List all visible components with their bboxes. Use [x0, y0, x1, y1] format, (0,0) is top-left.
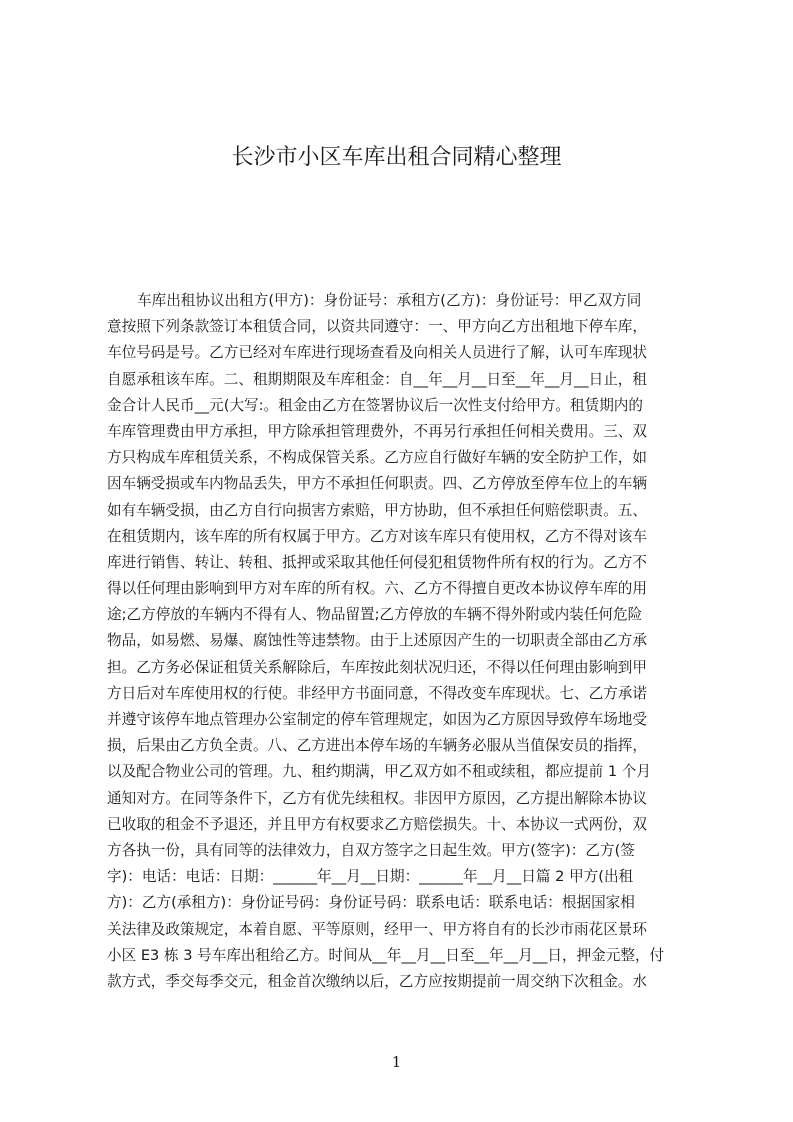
body-line: 以及配合物业公司的管理。九、租约期满，甲乙双方如不租或续租，都应提前 1 个月 [107, 763, 651, 781]
body-line: 途;乙方停放的车辆内不得有人、物品留置;乙方停放的车辆不得外附或内装任何危险 [107, 606, 643, 624]
document-body [107, 288, 699, 995]
body-line: 方只构成车库租赁关系，不构成保管关系。乙方应自行做好车辆的安全防护工作，如 [107, 449, 647, 467]
body-line: 关法律及政策规定，本着自愿、平等原则，经甲一、甲方将自有的长沙市雨花区景环 [107, 920, 647, 938]
page-number: 1 [391, 1053, 402, 1071]
body-line: 在租赁期内，该车库的所有权属于甲方。乙方对该车库只有使用权，乙方不得对该车 [107, 527, 647, 545]
body-line: 金合计人民币__元(大写:。租金由乙方在签署协议后一次性支付给甲方。租赁期内的 [107, 396, 643, 414]
body-line: 车位号码是号。乙方已经对车库进行现场查看及向相关人员进行了解，认可车库现状 [107, 344, 647, 362]
body-line: 车库出租协议出租方(甲方)：身份证号：承租方(乙方)：身份证号：甲乙双方同 [137, 292, 642, 309]
body-line: 字)：电话：电话：日期：______年__月__日期：______年__月__日篇 2 甲方(出租 [107, 868, 634, 886]
body-line: 已收取的租金不予退还，并且甲方有权要求乙方赔偿损失。十、本协议一式两份，双 [107, 815, 647, 833]
body-line: 小区 E3 栋 3 号车库出租给乙方。时间从__年__月__日至__年__月__日，押金元整，付 [107, 946, 665, 964]
body-line: 并遵守该停车地点管理办公室制定的停车管理规定，如因为乙方原因导致停车场地受 [107, 711, 647, 728]
body-line: 自愿承租该车库。二、租期期限及车库租金：自__年__月__日至__年__月__日止，租 [107, 370, 647, 388]
body-line: 担。乙方务必保证租赁关系解除后，车库按此刻状况归还，不得以任何理由影响到甲 [107, 658, 647, 676]
body-line: 得以任何理由影响到甲方对车库的所有权。六、乙方不得擅自更改本协议停车库的用 [107, 580, 647, 598]
body-line: 通知对方。在同等条件下，乙方有优先续租权。非因甲方原因，乙方提出解除本协议 [107, 789, 647, 807]
body-line: 因车辆受损或车内物品丢失，甲方不承担任何职责。四、乙方停放至停车位上的车辆 [107, 475, 647, 493]
body-line: 款方式，季交每季交元，租金首次缴纳以后，乙方应按期提前一周交纳下次租金。水 [107, 972, 647, 990]
body-line: 意按照下列条款签订本租赁合同，以资共同遵守：一、甲方向乙方出租地下停车库， [107, 318, 647, 336]
body-line: 物品，如易燃、易爆、腐蚀性等违禁物。由于上述原因产生的一切职责全部由乙方承 [107, 632, 647, 650]
body-line: 方日后对车库使用权的行使。非经甲方书面同意，不得改变车库现状。七、乙方承诺 [107, 684, 647, 702]
body-line: 方各执一份，具有同等的法律效力，自双方签字之日起生效。甲方(签字)：乙方(签 [107, 841, 635, 859]
body-line: 损，后果由乙方负全责。八、乙方进出本停车场的车辆务必服从当值保安员的指挥， [107, 737, 647, 755]
body-line: 车库管理费由甲方承担，甲方除承担管理费外，不再另行承担任何相关费用。三、双 [107, 422, 647, 440]
body-line: 如有车辆受损，由乙方自行向损害方索赔，甲方协助，但不承担任何赔偿职责。五、 [107, 501, 647, 519]
body-line: 方)：乙方(承租方)：身份证号码：身份证号码：联系电话：联系电话：根据国家相 [107, 894, 635, 912]
page-title: 长沙市小区车库出租合同精心整理 [231, 145, 562, 170]
body-line: 库进行销售、转让、转租、抵押或采取其他任何侵犯租赁物件所有权的行为。乙方不 [107, 553, 647, 571]
